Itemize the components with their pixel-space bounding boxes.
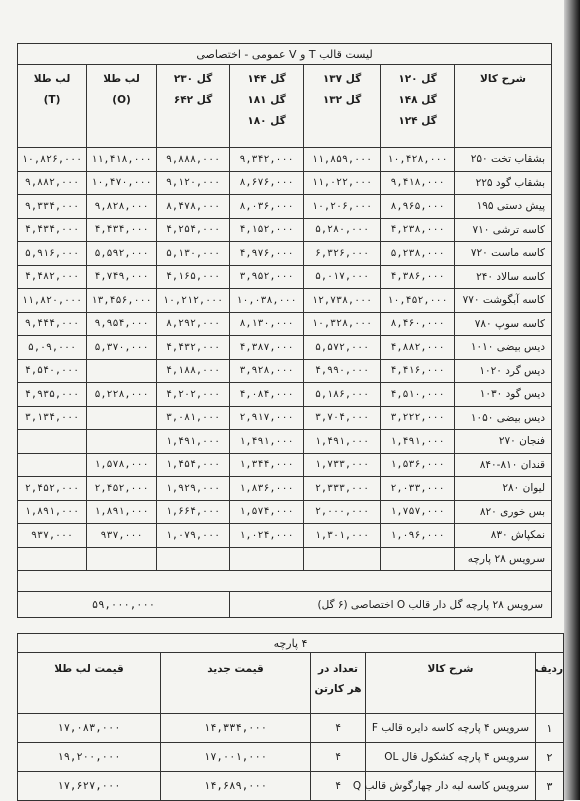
price-cell: ۵,۲۲۸,۰۰۰ xyxy=(87,383,157,407)
price-cell: ۲,۰۳۳,۰۰۰ xyxy=(381,477,455,501)
price-cell: ۱,۳۰۱,۰۰۰ xyxy=(304,524,381,548)
gold-rim-price: ۱۷,۰۸۳,۰۰۰ xyxy=(18,714,161,743)
table-row xyxy=(18,312,552,336)
price-cell: ۸,۴۷۸,۰۰۰ xyxy=(157,195,230,219)
column-header xyxy=(455,65,552,148)
item-name: لیوان ۲۸۰ xyxy=(455,477,552,501)
price-cell xyxy=(87,430,157,454)
column-header-line: گل ۱۳۷ xyxy=(322,73,362,85)
price-cell: ۱,۰۷۹,۰۰۰ xyxy=(157,524,230,548)
column-header-line: (T) xyxy=(43,94,61,106)
price-cell: ۲,۳۳۳,۰۰۰ xyxy=(304,477,381,501)
price-cell: ۴,۲۰۲,۰۰۰ xyxy=(157,383,230,407)
price-cell: ۲,۰۰۰,۰۰۰ xyxy=(304,500,381,524)
price-list-table xyxy=(17,43,552,618)
table-row xyxy=(18,336,552,360)
price-cell: ۵,۵۹۲,۰۰۰ xyxy=(87,242,157,266)
item-name: دیس گرد ۱۰۲۰ xyxy=(455,359,552,383)
price-cell: ۱۰,۰۳۸,۰۰۰ xyxy=(230,289,304,313)
price-cell: ۵,۵۷۲,۰۰۰ xyxy=(304,336,381,360)
table-row xyxy=(18,500,552,524)
carton-quantity: ۴ xyxy=(311,743,366,772)
page-edge-shadow xyxy=(564,0,580,800)
price-cell: ۴,۱۸۸,۰۰۰ xyxy=(157,359,230,383)
price-cell: ۵,۱۳۰,۰۰۰ xyxy=(157,242,230,266)
set-28-price: ۵۹,۰۰۰,۰۰۰ xyxy=(18,592,230,618)
price-cell: ۲,۴۵۲,۰۰۰ xyxy=(18,477,87,501)
price-cell: ۹,۸۸۸,۰۰۰ xyxy=(157,148,230,172)
price-cell: ۱,۸۳۶,۰۰۰ xyxy=(230,477,304,501)
price-cell: ۲,۴۵۲,۰۰۰ xyxy=(87,477,157,501)
price-cell: ۱۱,۸۵۹,۰۰۰ xyxy=(304,148,381,172)
price-cell: ۹۳۷,۰۰۰ xyxy=(87,524,157,548)
item-name: فنجان ۲۷۰ xyxy=(455,430,552,454)
price-cell: ۴,۹۷۶,۰۰۰ xyxy=(230,242,304,266)
price-cell: ۹,۱۲۰,۰۰۰ xyxy=(157,171,230,195)
price-cell: ۳,۹۵۲,۰۰۰ xyxy=(230,265,304,289)
gold-rim-price: ۱۹,۲۰۰,۰۰۰ xyxy=(18,743,161,772)
price-cell: ۸,۲۹۲,۰۰۰ xyxy=(157,312,230,336)
price-cell: ۸,۹۶۵,۰۰۰ xyxy=(381,195,455,219)
item-name: بس خوری ۸۲۰ xyxy=(455,500,552,524)
item-name: کاسه ماست ۷۲۰ xyxy=(455,242,552,266)
column-header xyxy=(304,65,381,148)
price-cell: ۱,۷۵۷,۰۰۰ xyxy=(381,500,455,524)
price-cell: ۴,۳۸۷,۰۰۰ xyxy=(230,336,304,360)
item-name: دیس بیضی ۱۰۵۰ xyxy=(455,406,552,430)
column-header-line: لب طلا xyxy=(33,73,71,85)
set-28-label: سرویس ۲۸ پارچه گل دار قالب O اختصاصی (۶ گل) xyxy=(230,592,552,618)
item-name: دیس بیضی ۱۰۱۰ xyxy=(455,336,552,360)
column-header-line: لب طلا xyxy=(103,73,140,85)
table-row xyxy=(18,265,552,289)
table-row xyxy=(18,714,564,743)
price-cell: ۱,۴۹۱,۰۰۰ xyxy=(157,430,230,454)
price-cell: ۵,۰۹,۰۰۰ xyxy=(18,336,87,360)
table-title: ۴ پارچه xyxy=(18,634,564,653)
price-cell: ۱,۰۲۴,۰۰۰ xyxy=(230,524,304,548)
price-cell xyxy=(87,547,157,571)
column-header xyxy=(157,65,230,148)
price-cell: ۴,۲۳۸,۰۰۰ xyxy=(381,218,455,242)
price-cell: ۹,۸۲۸,۰۰۰ xyxy=(87,195,157,219)
blank-row xyxy=(18,571,552,592)
price-cell: ۱۲,۷۳۸,۰۰۰ xyxy=(304,289,381,313)
price-cell: ۸,۰۳۶,۰۰۰ xyxy=(230,195,304,219)
table-row xyxy=(18,289,552,313)
table-row xyxy=(18,524,552,548)
price-cell: ۱۰,۲۰۶,۰۰۰ xyxy=(304,195,381,219)
price-cell: ۱۱,۴۱۸,۰۰۰ xyxy=(87,148,157,172)
column-header: قیمت جدید xyxy=(161,653,311,714)
price-cell: ۵,۲۸۰,۰۰۰ xyxy=(304,218,381,242)
carton-quantity: ۴ xyxy=(311,772,366,801)
price-cell: ۴,۱۶۵,۰۰۰ xyxy=(157,265,230,289)
table-row xyxy=(18,148,552,172)
price-cell: ۴,۴۳۲,۰۰۰ xyxy=(157,336,230,360)
price-cell: ۸,۱۳۰,۰۰۰ xyxy=(230,312,304,336)
column-header-line: گل ۱۸۰ xyxy=(247,115,286,127)
item-name: بشقاب تخت ۲۵۰ xyxy=(455,148,552,172)
price-cell: ۹,۹۵۴,۰۰۰ xyxy=(87,312,157,336)
price-cell: ۵,۰۱۷,۰۰۰ xyxy=(304,265,381,289)
price-cell: ۴,۲۵۴,۰۰۰ xyxy=(157,218,230,242)
column-header-line: گل ۱۲۴ xyxy=(398,115,437,127)
table-row xyxy=(18,242,552,266)
price-cell: ۹۳۷,۰۰۰ xyxy=(18,524,87,548)
column-header-line: گل ۱۲۰ xyxy=(398,73,437,85)
table-row xyxy=(18,430,552,454)
price-cell: ۵,۳۷۰,۰۰۰ xyxy=(87,336,157,360)
price-cell: ۹,۴۱۸,۰۰۰ xyxy=(381,171,455,195)
gold-rim-price: ۱۷,۶۲۷,۰۰۰ xyxy=(18,772,161,801)
price-cell: ۱,۸۹۱,۰۰۰ xyxy=(87,500,157,524)
price-cell: ۱,۵۳۶,۰۰۰ xyxy=(381,453,455,477)
price-cell: ۴,۵۴۰,۰۰۰ xyxy=(18,359,87,383)
price-cell: ۹,۳۴۲,۰۰۰ xyxy=(230,148,304,172)
item-name: سرویس ۲۸ پارچه xyxy=(455,547,552,571)
price-cell: ۱۰,۴۲۸,۰۰۰ xyxy=(381,148,455,172)
price-cell: ۸,۶۷۶,۰۰۰ xyxy=(230,171,304,195)
price-cell: ۱۰,۴۵۲,۰۰۰ xyxy=(381,289,455,313)
price-cell: ۱,۴۹۱,۰۰۰ xyxy=(304,430,381,454)
price-cell: ۳,۱۳۴,۰۰۰ xyxy=(18,406,87,430)
column-header xyxy=(18,65,87,148)
price-cell: ۱,۴۹۱,۰۰۰ xyxy=(381,430,455,454)
price-cell: ۹,۸۸۲,۰۰۰ xyxy=(18,171,87,195)
price-cell: ۴,۱۵۲,۰۰۰ xyxy=(230,218,304,242)
column-header xyxy=(230,65,304,148)
price-cell: ۳,۰۸۱,۰۰۰ xyxy=(157,406,230,430)
price-cell: ۱,۶۶۴,۰۰۰ xyxy=(157,500,230,524)
price-cell xyxy=(157,547,230,571)
price-cell: ۴,۹۹۰,۰۰۰ xyxy=(304,359,381,383)
column-header: تعداد در هر کارتن xyxy=(311,653,366,714)
column-header xyxy=(381,65,455,148)
table-row xyxy=(18,195,552,219)
item-name: دیس گود ۱۰۳۰ xyxy=(455,383,552,407)
price-cell: ۴,۹۳۵,۰۰۰ xyxy=(18,383,87,407)
price-cell: ۵,۹۱۶,۰۰۰ xyxy=(18,242,87,266)
column-header: قیمت لب طلا xyxy=(18,653,161,714)
item-name: بشقاب گود ۲۲۵ xyxy=(455,171,552,195)
row-number: ۱ xyxy=(536,714,564,743)
price-cell: ۱,۵۷۸,۰۰۰ xyxy=(87,453,157,477)
item-name: کاسه آبگوشت ۷۷۰ xyxy=(455,289,552,313)
item-name: کاسه سالاد ۲۴۰ xyxy=(455,265,552,289)
carton-quantity: ۴ xyxy=(311,714,366,743)
price-cell: ۱,۸۹۱,۰۰۰ xyxy=(18,500,87,524)
column-header-line: گل ۱۸۱ xyxy=(247,94,286,106)
price-cell: ۱,۷۳۳,۰۰۰ xyxy=(304,453,381,477)
row-number: ۳ xyxy=(536,772,564,801)
new-price: ۱۷,۰۰۱,۰۰۰ xyxy=(161,743,311,772)
price-cell: ۴,۴۳۴,۰۰۰ xyxy=(18,218,87,242)
price-cell: ۱,۴۵۴,۰۰۰ xyxy=(157,453,230,477)
column-header-line: گل ۱۴۴ xyxy=(247,73,286,85)
price-cell: ۱۰,۳۲۸,۰۰۰ xyxy=(304,312,381,336)
price-cell: ۳,۹۲۸,۰۰۰ xyxy=(230,359,304,383)
table-row xyxy=(18,218,552,242)
price-cell: ۱,۵۷۴,۰۰۰ xyxy=(230,500,304,524)
price-cell: ۴,۴۸۲,۰۰۰ xyxy=(18,265,87,289)
price-cell: ۹,۴۴۴,۰۰۰ xyxy=(18,312,87,336)
price-cell: ۴,۸۸۲,۰۰۰ xyxy=(381,336,455,360)
price-cell: ۱۳,۴۵۶,۰۰۰ xyxy=(87,289,157,313)
item-name: کاسه ترشی ۷۱۰ xyxy=(455,218,552,242)
price-cell xyxy=(230,547,304,571)
column-header-line: (O) xyxy=(112,94,131,106)
item-name: قندان ۸۱۰-۸۴۰ xyxy=(455,453,552,477)
price-cell: ۵,۱۸۶,۰۰۰ xyxy=(304,383,381,407)
price-cell: ۶,۳۲۶,۰۰۰ xyxy=(304,242,381,266)
price-cell: ۱,۰۹۶,۰۰۰ xyxy=(381,524,455,548)
price-cell: ۸,۴۶۰,۰۰۰ xyxy=(381,312,455,336)
price-cell xyxy=(87,406,157,430)
price-cell: ۳,۲۲۲,۰۰۰ xyxy=(381,406,455,430)
item-name: سرویس ۴ پارچه کاسه دایره قالب F xyxy=(366,714,536,743)
column-header-line: گل ۱۴۸ xyxy=(398,94,437,106)
price-cell: ۴,۴۳۴,۰۰۰ xyxy=(87,218,157,242)
price-cell: ۱,۳۴۴,۰۰۰ xyxy=(230,453,304,477)
price-cell: ۴,۳۸۶,۰۰۰ xyxy=(381,265,455,289)
price-cell: ۱۰,۲۱۲,۰۰۰ xyxy=(157,289,230,313)
item-name: سرویس کاسه لبه دار چهارگوش قالب Q xyxy=(366,772,536,801)
table-row xyxy=(18,453,552,477)
header-row xyxy=(18,65,552,148)
table-row xyxy=(18,406,552,430)
table-row xyxy=(18,171,552,195)
price-cell xyxy=(18,453,87,477)
price-cell: ۴,۴۱۶,۰۰۰ xyxy=(381,359,455,383)
item-name: سرویس ۴ پارچه کشکول قال OL xyxy=(366,743,536,772)
column-header: ردیف xyxy=(536,653,564,714)
price-cell: ۹,۳۳۴,۰۰۰ xyxy=(18,195,87,219)
price-cell xyxy=(18,430,87,454)
item-name: کاسه سوپ ۷۸۰ xyxy=(455,312,552,336)
item-name: پیش دستی ۱۹۵ xyxy=(455,195,552,219)
table-row xyxy=(18,547,552,571)
table-row xyxy=(18,359,552,383)
price-cell xyxy=(381,547,455,571)
row-number: ۲ xyxy=(536,743,564,772)
price-cell: ۴,۰۸۴,۰۰۰ xyxy=(230,383,304,407)
price-cell: ۱۰,۴۷۰,۰۰۰ xyxy=(87,171,157,195)
item-name: نمکپاش ۸۳۰ xyxy=(455,524,552,548)
price-cell: ۱۰,۸۲۶,۰۰۰ xyxy=(18,148,87,172)
price-cell: ۴,۷۴۹,۰۰۰ xyxy=(87,265,157,289)
price-cell xyxy=(87,359,157,383)
table-row xyxy=(18,772,564,801)
price-cell: ۲,۹۱۷,۰۰۰ xyxy=(230,406,304,430)
new-price: ۱۴,۳۳۴,۰۰۰ xyxy=(161,714,311,743)
price-cell xyxy=(18,547,87,571)
column-header-line: گل ۱۳۲ xyxy=(322,94,362,106)
column-header: شرح کالا xyxy=(366,653,536,714)
price-cell: ۴,۵۱۰,۰۰۰ xyxy=(381,383,455,407)
price-cell: ۱۱,۸۲۰,۰۰۰ xyxy=(18,289,87,313)
price-cell: ۳,۷۰۴,۰۰۰ xyxy=(304,406,381,430)
price-cell xyxy=(304,547,381,571)
four-piece-table xyxy=(17,633,564,801)
column-header xyxy=(87,65,157,148)
column-header-line: گل ۶۴۲ xyxy=(173,94,213,106)
column-header-line: گل ۲۳۰ xyxy=(173,73,213,85)
table-title: لیست قالب T و V عمومی - اختصاصی xyxy=(18,44,552,65)
price-cell: ۱,۴۹۱,۰۰۰ xyxy=(230,430,304,454)
price-cell: ۱۱,۰۲۲,۰۰۰ xyxy=(304,171,381,195)
table-row xyxy=(18,743,564,772)
header-row xyxy=(18,653,564,714)
price-cell: ۱,۹۲۹,۰۰۰ xyxy=(157,477,230,501)
price-cell: ۵,۲۳۸,۰۰۰ xyxy=(381,242,455,266)
new-price: ۱۴,۶۸۹,۰۰۰ xyxy=(161,772,311,801)
column-header-line: شرح کالا xyxy=(480,73,526,85)
table-row xyxy=(18,383,552,407)
table-row xyxy=(18,477,552,501)
